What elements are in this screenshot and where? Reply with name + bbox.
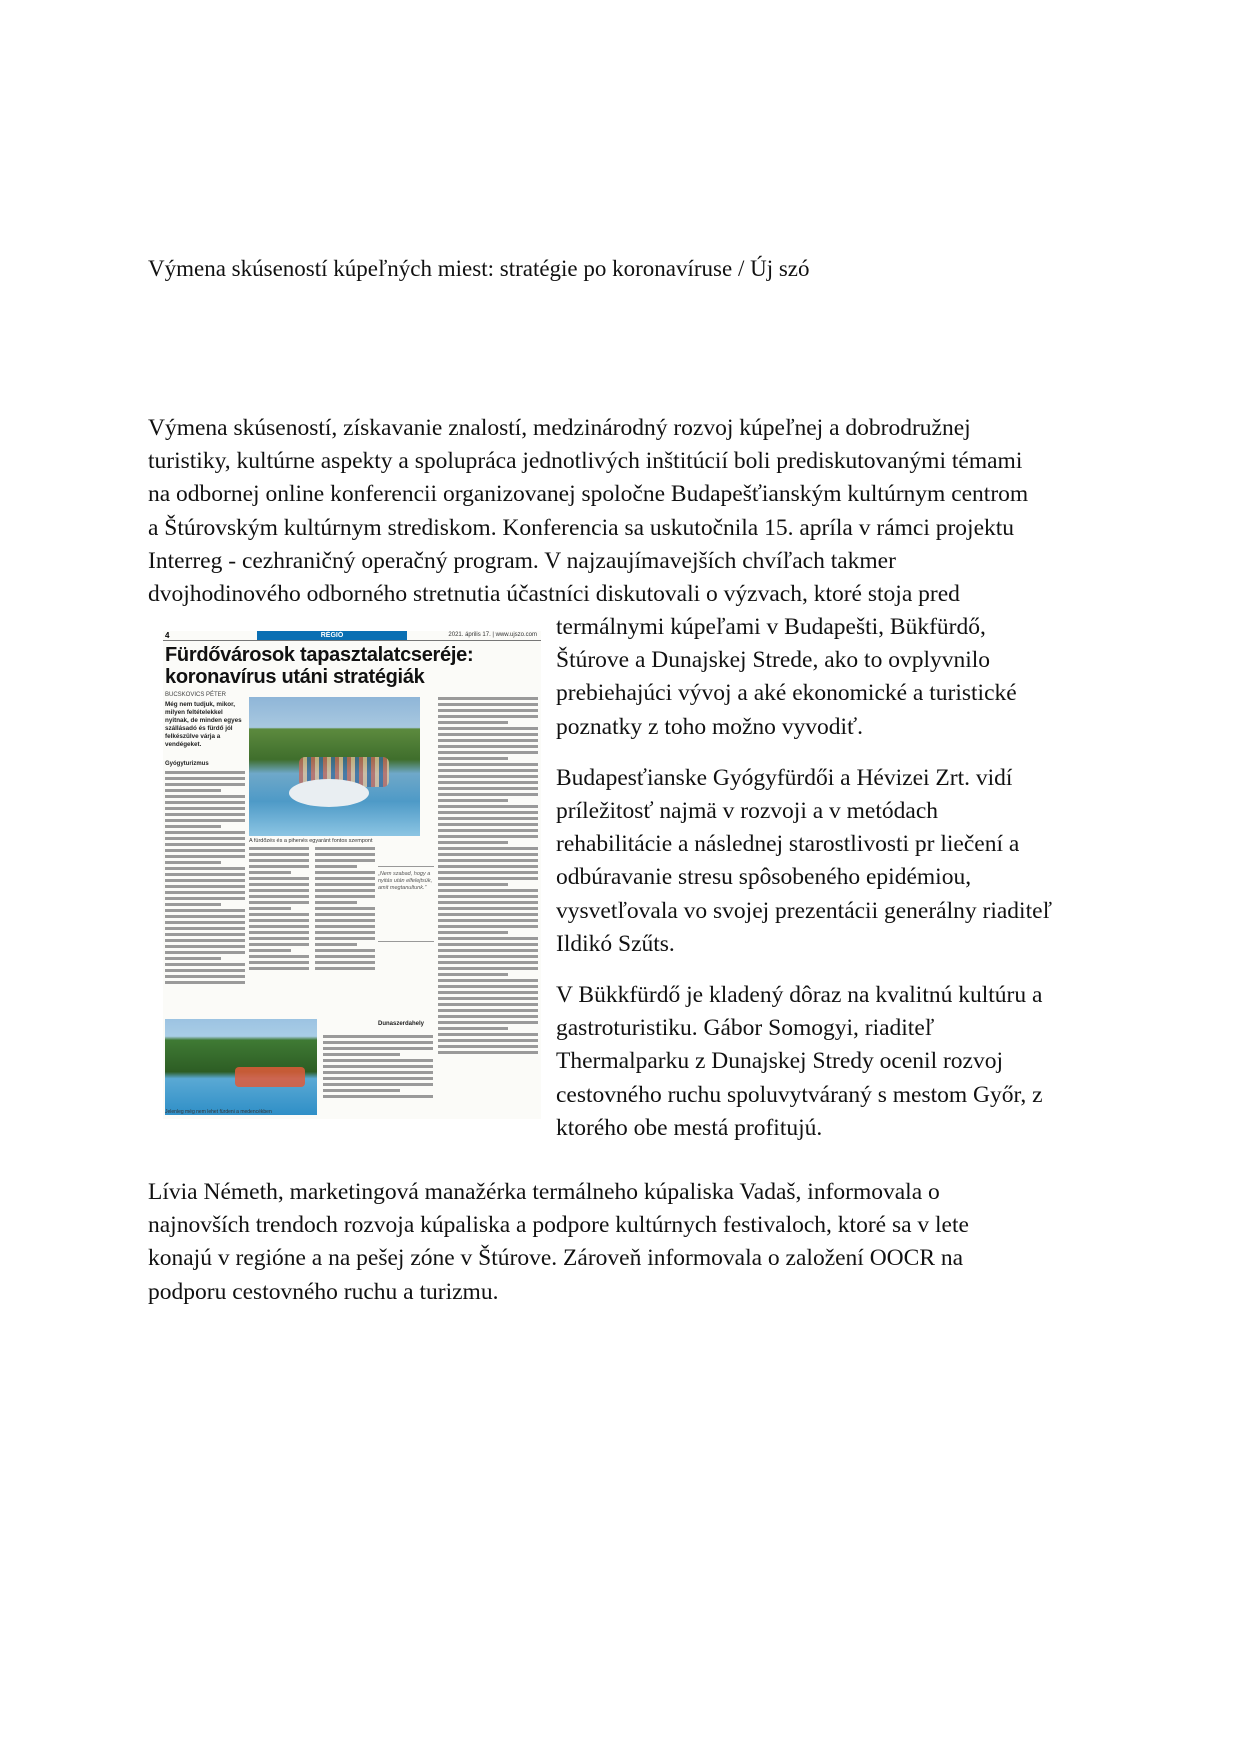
text-line: rehabilitácie a následnej starostlivosti pr liečení a [556,831,1020,858]
clipping-section-label: RÉGIÓ [257,631,407,640]
text-line: Lívia Németh, marketingová manažérka termálneho kúpaliska Vadaš, informovala o [148,1179,940,1205]
clipping-photo-waterpark [165,1019,317,1115]
text-line: Výmena skúseností, získavanie znalostí, medzinárodný rozvoj kúpeľnej a dobrodružnej [148,415,971,441]
text-line: cestovného ruchu spoluvytváraný s mestom Győr, z [556,1081,1043,1108]
text-line: odbúravanie stresu spôsobeného epidémiou, [556,864,972,891]
text-line: gastroturistiku. Gábor Somogyi, riaditeľ [556,1015,935,1042]
clipping-photo-caption: A fürdőzés és a pihenés egyaránt fontos szempont [249,838,373,844]
clipping-subheading: Dunaszerdahely [378,1021,425,1027]
clipping-lead: Még nem tudjuk, mikor, milyen feltételekkel nyitnak, de minden egyes szállásadó és fürdő jól felkészülve várja a vendégeket. [165,701,242,748]
text-line: Interreg - cezhraničný operačný program. V najzaujímavejších chvíľach takmer [148,547,896,574]
clipping-text-column [323,1035,433,1117]
clipping-pull-quote: „Nem szabad, hogy a nyitás után elfelejtsük, amit megtanultunk.” [378,866,434,942]
text-line: prebiehajúci vývoj a aké ekonomické a turistické [556,680,1017,707]
paragraph [556,979,1116,1145]
closing-paragraph [148,1176,1088,1309]
text-line: Budapesťianske Gyógyfürdői a Hévizei Zrt. vidí [556,764,1013,791]
text-line: podporu cestovného ruchu a turizmu. [148,1278,499,1305]
newspaper-clipping-image [163,631,541,1119]
text-line: dvojhodinového odborného stretnutia účastníci diskutovali o výzvach, ktoré stoja pred [148,581,960,608]
clipping-subheading: Gyógyturizmus [165,761,209,767]
clipping-photo-caption: Jelenleg még nem lehet fürdeni a medencékben [165,1109,272,1115]
text-line: konajú v regióne a na pešej zóne v Štúrove. Zároveň informovala o založení OOCR na [148,1245,964,1272]
right-column-text [556,611,1116,1163]
clipping-author: BUCSKOVICS PÉTER [165,692,227,698]
text-line: na odbornej online konferencii organizovanej spoločne Budapešťianským kultúrnym centrom [148,481,1029,508]
clipping-headline: Fürdővárosok tapasztalatcseréje: koronavírus utáni stratégiák [165,644,474,688]
intro-paragraph [148,412,1108,611]
clipping-date: 2021. április 17. | www.ujszo.com [448,632,537,638]
clipping-page-number: 4 [165,631,170,640]
clipping-photo-pool [249,697,420,836]
clipping-text-column [165,771,245,1016]
paragraph [556,611,1116,744]
text-line: termálnymi kúpeľami v Budapešti, Bükfürdő, [556,614,986,640]
clipping-text-column [249,847,309,1015]
text-line: najnovších trendoch rozvoja kúpaliska a podpore kultúrnych festivaloch, ktoré sa v lete [148,1212,969,1239]
text-line: Thermalparku z Dunajskej Stredy ocenil rozvoj [556,1048,1004,1075]
text-line: V Bükkfürdő je kladený dôraz na kvalitnú kultúru a [556,982,1043,1009]
clipping-header [163,631,541,641]
paragraph [556,762,1116,961]
text-line: a Štúrovským kultúrnym strediskom. Konferencia sa uskutočnila 15. apríla v rámci projektu [148,514,1015,541]
text-line: Štúrove a Dunajskej Strede, ako to ovplyvnilo [556,647,991,674]
text-line: turistiky, kultúrne aspekty a spolupráca jednotlivých inštitúcií boli prediskutovanými témami [148,448,1023,475]
clipping-text-column [438,697,538,1117]
document-title: Výmena skúseností kúpeľných miest: stratégie po koronavíruse / Új szó [148,256,810,281]
text-line: príležitosť najmä v rozvoji a v metódach [556,798,939,825]
text-line: vysvetľovala vo svojej prezentácii generálny riaditeľ [556,897,1053,924]
text-line: poznatky z toho možno vyvodiť. [556,713,864,740]
text-line: ktorého obe mestá profitujú. [556,1114,823,1141]
text-line: Ildikó Szűts. [556,930,675,957]
clipping-text-column [315,847,375,1015]
